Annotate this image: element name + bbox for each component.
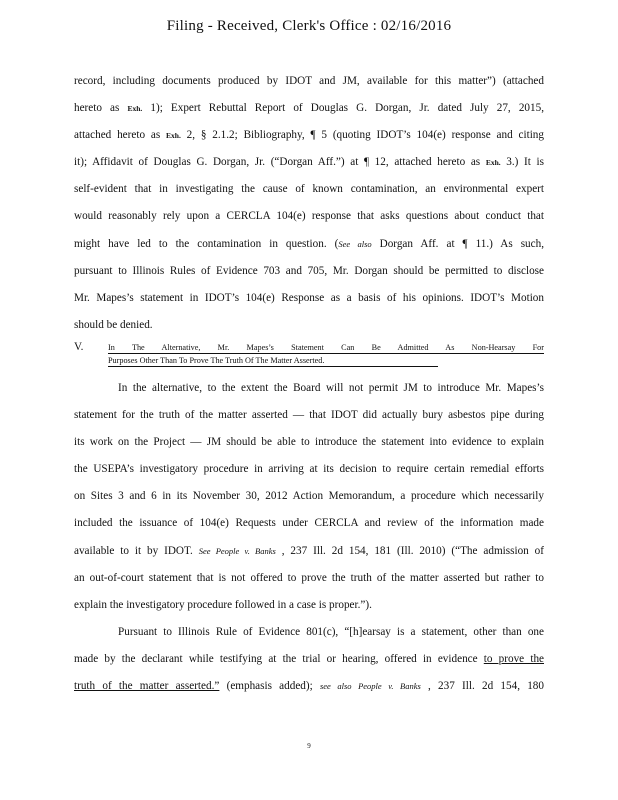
text-line: its work on the Project — JM should be able to introduce the statement into evidence to explain bbox=[74, 436, 544, 449]
paragraph-continuation bbox=[74, 68, 544, 339]
text-line: on Sites 3 and 6 in its November 30, 2012 Action Memorandum, a procedure which necessarily bbox=[74, 490, 544, 503]
citation-signal: See also bbox=[338, 238, 372, 249]
text-line: Mr. Mapes’s statement in IDOT’s 104(e) Response as a basis of his opinions. IDOT’s Motion bbox=[74, 291, 544, 304]
text-line: Pursuant to Illinois Rule of Evidence 801(c), “[h]earsay is a statement, other than one bbox=[118, 625, 544, 638]
text-line: attached hereto as Exh. 2, § 2.1.2; Bibliography, ¶ 5 (quoting IDOT’s 104(e) response and citing bbox=[74, 129, 544, 142]
filing-header: Filing - Received, Clerk's Office : 02/16/2016 bbox=[166, 18, 452, 34]
text-line: made by the declarant while testifying at the trial or hearing, offered in evidence to prove the bbox=[74, 652, 544, 665]
document-body bbox=[74, 68, 544, 700]
text-line: it); Affidavit of Douglas G. Dorgan, Jr. (“Dorgan Aff.”) at ¶ 12, attached hereto as Exh. 3.) It is bbox=[74, 156, 544, 169]
exhibit-ref: Exh. bbox=[166, 131, 181, 141]
emphasized-text: truth of the matter asserted.” bbox=[74, 679, 220, 692]
page-number: 9 bbox=[307, 742, 311, 750]
text-line: included the issuance of 104(e) Requests under CERCLA and review of the information made bbox=[74, 517, 544, 530]
text-line: should be denied. bbox=[74, 318, 153, 331]
emphasized-text: to prove the bbox=[483, 652, 544, 665]
text-line: truth of the matter asserted.” (emphasis added); see also People v. Banks , 237 Ill. 2d 154, 180 bbox=[74, 679, 544, 692]
paragraph-hearsay-rule bbox=[74, 619, 544, 700]
case-citation: see also People v. Banks bbox=[319, 680, 421, 691]
text-line: available to it by IDOT. See People v. Banks , 237 Ill. 2d 154, 181 (Ill. 2010) (“The admission of bbox=[74, 544, 544, 557]
text-line: might have led to the contamination in question. (See also Dorgan Aff. at ¶ 11.) As such, bbox=[74, 237, 544, 250]
text-line: the USEPA’s investigatory procedure in arriving at its decision to require certain remedial efforts bbox=[74, 463, 544, 476]
text-line: statement for the truth of the matter asserted — that IDOT did actually bury asbestos pipe during bbox=[74, 409, 544, 422]
text-line: In the alternative, to the extent the Board will not permit JM to introduce Mr. Mapes’s bbox=[118, 381, 544, 394]
paragraph-alternative bbox=[74, 375, 544, 619]
heading-underline bbox=[108, 353, 544, 354]
text-line: self-evident that in investigating the cause of known contamination, an environmental expert bbox=[74, 183, 544, 196]
section-title: In The Alternative, Mr. Mapes’s Statement Can Be Admitted As Non-Hearsay For Purposes Other Than To Prove The Truth Of The Matter Asserted. bbox=[108, 342, 544, 365]
exhibit-ref: Exh. bbox=[127, 104, 143, 114]
section-number: V. bbox=[74, 340, 84, 353]
text-line: explain the investigatory procedure followed in a case is proper.”). bbox=[74, 598, 372, 611]
text-line: would reasonably rely upon a CERCLA 104(e) response that asks questions about conduct that bbox=[74, 210, 544, 223]
case-citation: See People v. Banks bbox=[198, 545, 276, 556]
text-line: record, including documents produced by IDOT and JM, available for this matter”) (attached bbox=[74, 75, 544, 87]
text-line: an out-of-court statement that is not offered to prove the truth of the matter asserted but rather to bbox=[74, 571, 544, 584]
text-line: pursuant to Illinois Rules of Evidence 703 and 705, Mr. Dorgan should be permitted to disclose bbox=[74, 264, 544, 277]
text-line: hereto as Exh. 1); Expert Rebuttal Report of Douglas G. Dorgan, Jr. dated July 27, 2015, bbox=[74, 102, 544, 115]
exhibit-ref: Exh. bbox=[485, 158, 501, 168]
section-heading bbox=[74, 341, 544, 369]
heading-underline bbox=[108, 366, 438, 367]
